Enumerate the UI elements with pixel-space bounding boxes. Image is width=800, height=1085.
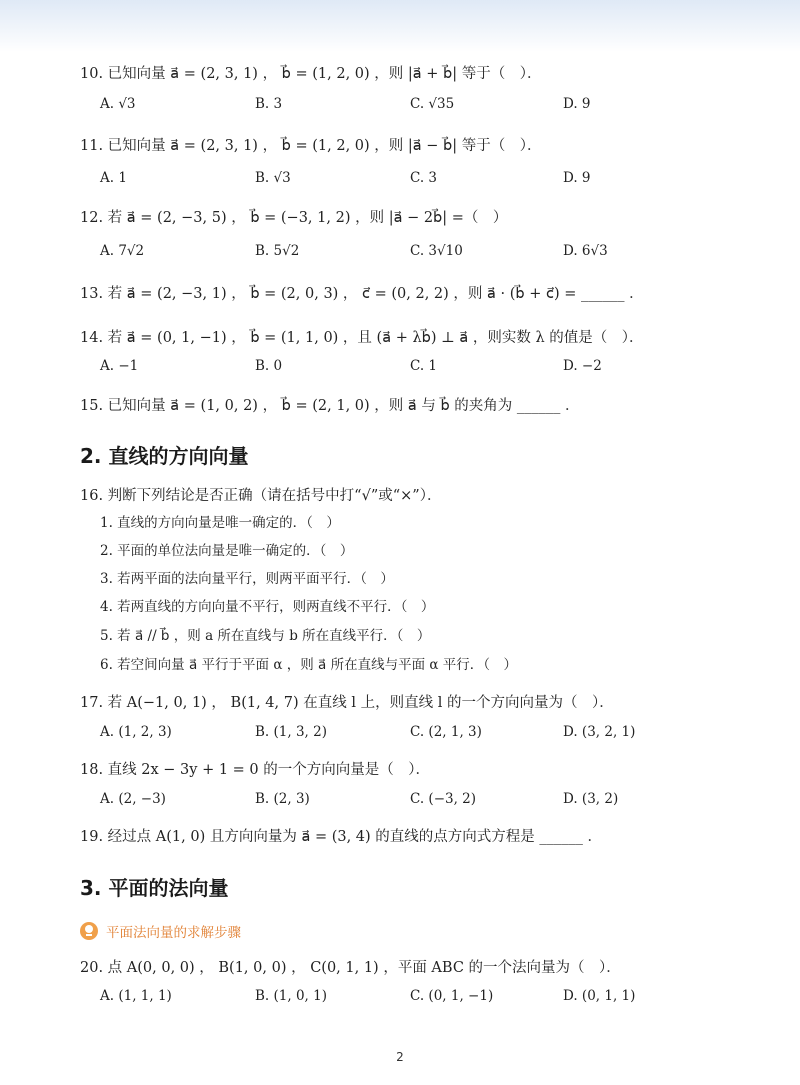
option-c[interactable]: C. 3√10 bbox=[410, 243, 463, 259]
option-d[interactable]: D. −2 bbox=[563, 358, 602, 374]
question-20: 20. 点 A(0, 0, 0) ， B(1, 0, 0) ， C(0, 1, 1) ，平面 ABC 的一个法向量为（ ）． bbox=[80, 960, 621, 976]
option-b[interactable]: B. √3 bbox=[255, 170, 291, 186]
option-d[interactable]: D. (3, 2, 1) bbox=[563, 724, 636, 740]
option-c[interactable]: C. 3 bbox=[410, 170, 438, 186]
judgement-item: 5. 若 a⃗ // b⃗ ，则 a 所在直线与 b 所在直线平行．（ ） bbox=[100, 628, 431, 644]
option-b[interactable]: B. 5√2 bbox=[255, 243, 300, 259]
option-a[interactable]: A. (1, 2, 3) bbox=[100, 724, 172, 740]
question-10: 10. 已知向量 a⃗ = (2, 3, 1) ， b⃗ = (1, 2, 0) ，则 |a⃗ + b⃗| 等于（ ）． bbox=[80, 66, 542, 82]
section-heading-normal-vector: 3. 平面的法向量 bbox=[80, 876, 229, 900]
question-11: 11. 已知向量 a⃗ = (2, 3, 1) ， b⃗ = (1, 2, 0) ，则 |a⃗ − b⃗| 等于（ ）． bbox=[80, 138, 542, 154]
option-b[interactable]: B. 3 bbox=[255, 96, 283, 112]
option-c[interactable]: C. (0, 1, −1) bbox=[410, 988, 494, 1004]
page-number: 2 bbox=[396, 1050, 404, 1064]
option-b[interactable]: B. 0 bbox=[255, 358, 283, 374]
header-band bbox=[0, 0, 800, 52]
option-a[interactable]: A. −1 bbox=[100, 358, 139, 374]
tip-text: 平面法向量的求解步骤 bbox=[106, 925, 241, 941]
judgement-item: 2. 平面的单位法向量是唯一确定的．（ ） bbox=[100, 543, 354, 559]
section-heading-direction-vector: 2. 直线的方向向量 bbox=[80, 444, 249, 468]
option-d[interactable]: D. 9 bbox=[563, 170, 591, 186]
option-d[interactable]: D. 9 bbox=[563, 96, 591, 112]
judgement-item: 6. 若空间向量 a⃗ 平行于平面 α ，则 a⃗ 所在直线与平面 α 平行．（ ） bbox=[100, 657, 518, 673]
judgement-item: 1. 直线的方向向量是唯一确定的．（ ） bbox=[100, 515, 340, 531]
option-a[interactable]: A. 7√2 bbox=[100, 243, 145, 259]
question-16: 16. 判断下列结论是否正确（请在括号中打“√”或“×”）． bbox=[80, 488, 442, 504]
judgement-item: 3. 若两平面的法向量平行，则两平面平行．（ ） bbox=[100, 571, 394, 587]
option-b[interactable]: B. (1, 0, 1) bbox=[255, 988, 327, 1004]
question-15: 15. 已知向量 a⃗ = (1, 0, 2) ， b⃗ = (2, 1, 0) ，则 a⃗ 与 b⃗ 的夹角为 ______ ． bbox=[80, 398, 580, 414]
question-12: 12. 若 a⃗ = (2, −3, 5) ， b⃗ = (−3, 1, 2) ，则 |a⃗ − 2b⃗| =（ ） bbox=[80, 210, 508, 226]
question-19: 19. 经过点 A(1, 0) 且方向向量为 a⃗ = (3, 4) 的直线的点方向式方程是 ______ ． bbox=[80, 829, 603, 845]
option-d[interactable]: D. 6√3 bbox=[563, 243, 608, 259]
question-14: 14. 若 a⃗ = (0, 1, −1) ， b⃗ = (1, 1, 0) ，且 (a⃗ + λb⃗) ⊥ a⃗ ，则实数 λ 的值是（ ）． bbox=[80, 330, 644, 346]
option-c[interactable]: C. √35 bbox=[410, 96, 455, 112]
option-a[interactable]: A. (1, 1, 1) bbox=[100, 988, 172, 1004]
option-a[interactable]: A. √3 bbox=[100, 96, 136, 112]
question-18: 18. 直线 2x − 3y + 1 = 0 的一个方向向量是（ ）． bbox=[80, 762, 431, 778]
judgement-item: 4. 若两直线的方向向量不平行，则两直线不平行．（ ） bbox=[100, 599, 435, 615]
option-c[interactable]: C. (2, 1, 3) bbox=[410, 724, 482, 740]
question-13: 13. 若 a⃗ = (2, −3, 1) ， b⃗ = (2, 0, 3) ， c⃗ = (0, 2, 2) ，则 a⃗ · (b⃗ + c⃗) = ______ ． bbox=[80, 286, 644, 302]
option-a[interactable]: A. (2, −3) bbox=[100, 791, 166, 807]
option-c[interactable]: C. 1 bbox=[410, 358, 438, 374]
bulb-icon bbox=[80, 922, 98, 940]
option-a[interactable]: A. 1 bbox=[100, 170, 127, 186]
option-c[interactable]: C. (−3, 2) bbox=[410, 791, 477, 807]
tip-label[interactable] bbox=[80, 920, 241, 942]
option-b[interactable]: B. (1, 3, 2) bbox=[255, 724, 327, 740]
option-b[interactable]: B. (2, 3) bbox=[255, 791, 310, 807]
option-d[interactable]: D. (0, 1, 1) bbox=[563, 988, 636, 1004]
question-17: 17. 若 A(−1, 0, 1) ， B(1, 4, 7) 在直线 l 上，则直线 l 的一个方向向量为（ ）． bbox=[80, 695, 614, 711]
option-d[interactable]: D. (3, 2) bbox=[563, 791, 619, 807]
